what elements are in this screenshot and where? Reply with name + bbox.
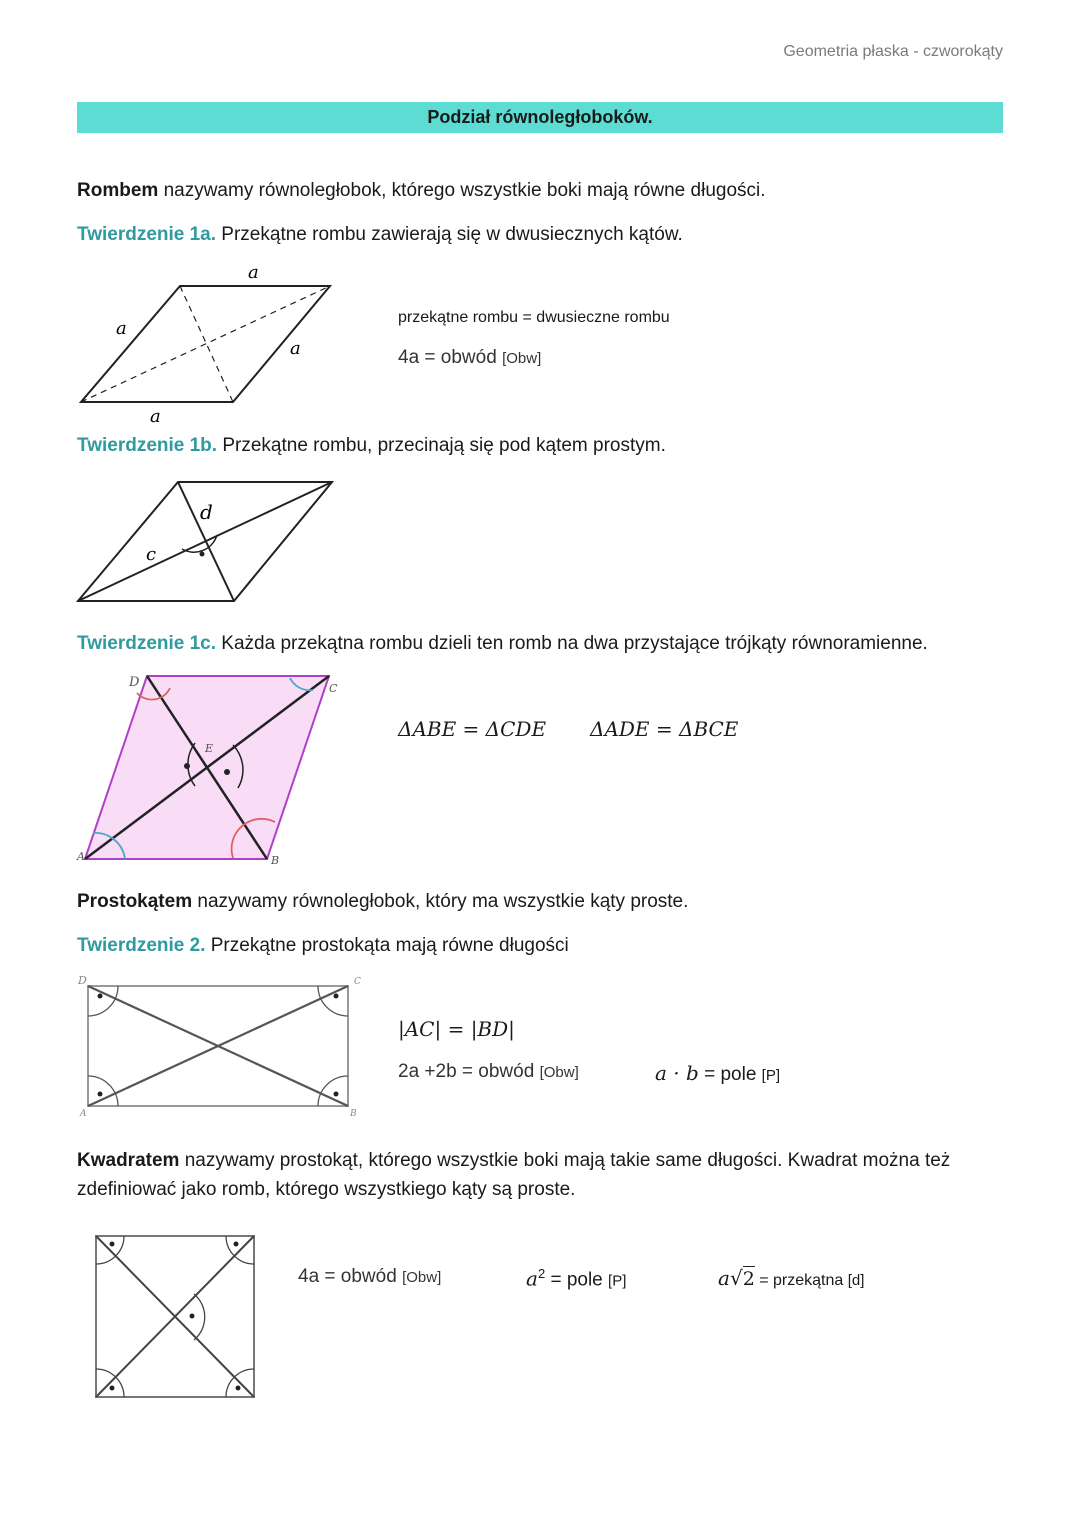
- corner-dot-A: [98, 1092, 103, 1097]
- square-term: Kwadratem: [77, 1150, 180, 1171]
- note-bisectors: przekątne rombu = dwusieczne rombu: [398, 309, 670, 326]
- vertex-label-B: B: [271, 854, 280, 867]
- rhombus-term: Rombem: [77, 180, 159, 201]
- square-perimeter-text: 4a = obwód: [298, 1266, 403, 1287]
- corner-dot-B: [334, 1092, 339, 1097]
- theorem-1b-label: Twierdzenie 1b.: [77, 435, 218, 456]
- rhombus-perimeter-tag: [Obw]: [502, 350, 542, 367]
- square-area-exponent: 2: [537, 1266, 546, 1281]
- square-figure: [90, 1230, 262, 1404]
- side-label-bottom: a: [150, 406, 161, 427]
- square-dot-br: [236, 1386, 241, 1391]
- square-dot-center: [190, 1314, 195, 1319]
- rectangle-definition-text: nazywamy równoległobok, który ma wszystkie kąty proste.: [192, 891, 689, 912]
- rhombus-perimeter: [398, 347, 541, 369]
- rectangle-area-text: = pole: [698, 1064, 762, 1085]
- header-subject: Geometria płaska - czworokąty: [783, 43, 1003, 60]
- congruence-1: ΔABE = ΔCDE: [398, 717, 547, 741]
- square-diag-num: 2: [742, 1268, 755, 1290]
- theorem-2-text: Przekątne prostokąta mają równe długości: [205, 935, 569, 956]
- rectangle-area-math: a · b: [655, 1061, 699, 1085]
- rect-vertex-B: B: [350, 1109, 357, 1118]
- square-diag-a: a: [718, 1266, 730, 1290]
- theorem-1c-text: Każda przekątna rombu dzieli ten romb na dwa przystające trójkąty równoramienne.: [216, 633, 928, 654]
- section-title-bar: [77, 102, 1003, 133]
- square-diag-tag: [d]: [847, 1272, 865, 1289]
- square-dot-tr: [234, 1242, 239, 1247]
- rect-vertex-C: C: [354, 977, 361, 987]
- square-perimeter: [298, 1266, 441, 1288]
- square-diag-root-icon: √: [729, 1266, 743, 1290]
- rect-vertex-A: A: [80, 1109, 87, 1118]
- corner-arc-B: [318, 1076, 348, 1106]
- rectangle-perimeter: [398, 1061, 579, 1083]
- vertex-label-C: C: [329, 682, 338, 695]
- square-dot-bl: [110, 1386, 115, 1391]
- theorem-1a: [77, 220, 1003, 249]
- rect-vertex-D: D: [78, 974, 87, 987]
- side-label-right: a: [290, 338, 301, 359]
- theorem-1b: [77, 431, 1003, 460]
- rhombus-bisector-figure: [70, 258, 350, 430]
- rectangle-definition: [77, 887, 1003, 916]
- square-definition-text: nazywamy prostokąt, którego wszystkie boki mają takie same długości. Kwadrat można też zdefiniować jako romb, którego wszystkiego kąty są proste.: [77, 1150, 951, 1200]
- rhombus-perimeter-text: 4a = obwód: [398, 347, 503, 368]
- rectangle-term: Prostokątem: [77, 891, 193, 912]
- theorem-1b-text: Przekątne rombu, przecinają się pod kątem prostym.: [217, 435, 666, 456]
- right-angle-dot: [200, 552, 205, 557]
- rectangle-area-tag: [P]: [761, 1067, 781, 1084]
- side-label-top: a: [248, 262, 259, 283]
- theorem-2-label: Twierdzenie 2.: [77, 935, 206, 956]
- theorem-1c: [77, 629, 1003, 658]
- square-area-base: a: [526, 1266, 538, 1291]
- side-label-left: a: [116, 318, 127, 339]
- diagonal-label-c: c: [146, 544, 157, 565]
- rectangle-perimeter-text: 2a +2b = obwód: [398, 1061, 540, 1082]
- diagonal-short: [180, 286, 233, 402]
- corner-dot-C: [334, 994, 339, 999]
- diagonal-label-d: d: [200, 500, 213, 524]
- rectangle-figure: [76, 972, 366, 1118]
- rectangle-diagonal-equality: |AC| = |BD|: [398, 1017, 515, 1041]
- angle-E-left-dot: [184, 763, 190, 769]
- theorem-1a-label: Twierdzenie 1a.: [77, 224, 217, 245]
- corner-arc-C: [318, 986, 348, 1016]
- corner-dot-D: [98, 994, 103, 999]
- rectangle-perimeter-tag: [Obw]: [539, 1064, 579, 1081]
- square-definition: [77, 1146, 1003, 1204]
- rhombus-definition-text: nazywamy równoległobok, którego wszystkie boki mają równe długości.: [158, 180, 766, 201]
- rhombus-definition: [77, 176, 1003, 205]
- square-area-text: = pole: [545, 1269, 609, 1291]
- square-perimeter-tag: [Obw]: [402, 1269, 442, 1286]
- rhombus-triangles-figure: [75, 668, 347, 868]
- rhombus-perpendicular-figure: [70, 474, 342, 608]
- square-center-arc: [194, 1294, 205, 1340]
- theorem-1a-text: Przekątne rombu zawierają się w dwusiecznych kątów.: [216, 224, 683, 245]
- congruence-2: ΔADE = ΔBCE: [590, 717, 739, 741]
- square-area-tag: [P]: [608, 1272, 627, 1290]
- theorem-1c-label: Twierdzenie 1c.: [77, 633, 217, 654]
- section-title: Podział równoległoboków.: [427, 107, 653, 127]
- corner-arc-D: [88, 986, 118, 1016]
- vertex-label-E: E: [205, 742, 214, 755]
- angle-E-right-dot: [224, 769, 230, 775]
- vertex-label-D: D: [129, 675, 140, 690]
- square-diag-text: = przekątna: [754, 1272, 848, 1289]
- rectangle-area: [655, 1061, 780, 1086]
- square-area: [526, 1266, 626, 1291]
- vertex-label-A: A: [77, 850, 85, 863]
- corner-arc-A: [88, 1076, 118, 1106]
- theorem-2: [77, 931, 1003, 960]
- square-diagonal: [718, 1266, 864, 1291]
- square-dot-tl: [110, 1242, 115, 1247]
